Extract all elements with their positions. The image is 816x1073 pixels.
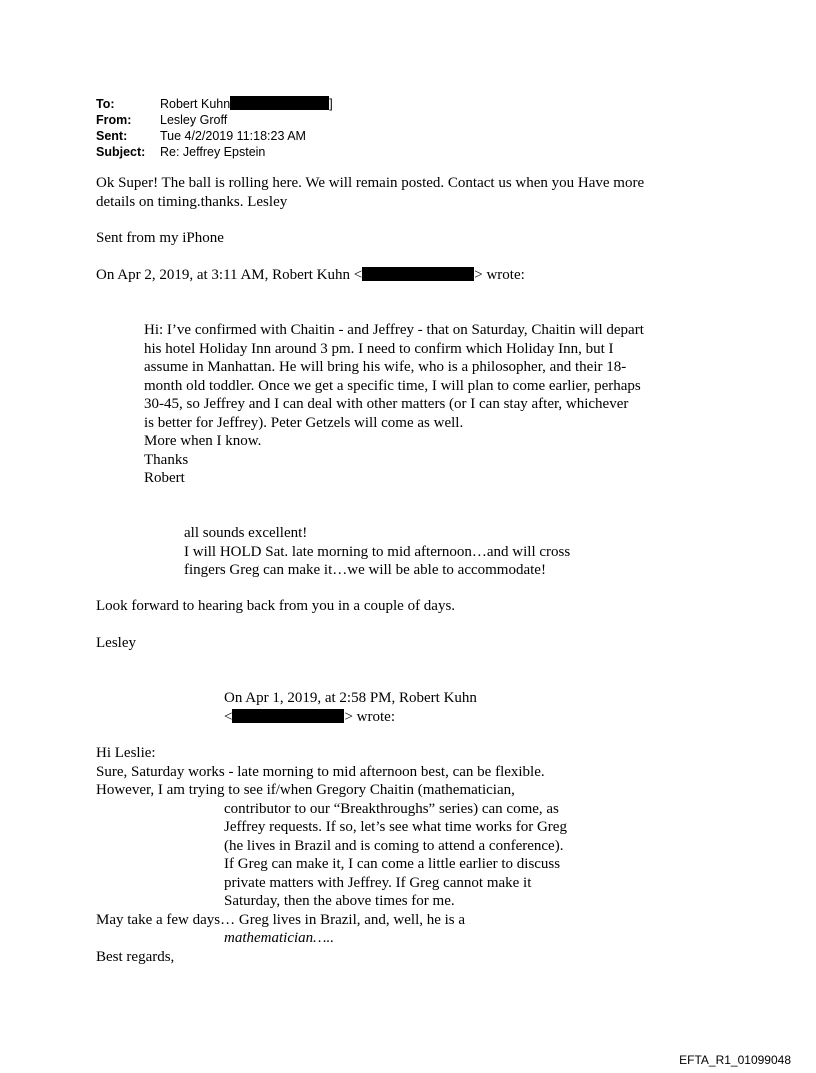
indented-line: private matters with Jeffrey. If Greg cannot make it xyxy=(224,874,532,891)
redaction-bar xyxy=(362,267,474,281)
closing: Best regards, xyxy=(96,948,175,965)
quote-line: More when I know. xyxy=(144,433,262,449)
to-value xyxy=(160,96,333,112)
sent-from-iphone: Sent from my iPhone xyxy=(96,230,224,246)
quote-line: I will HOLD Sat. late morning to mid afternoon…and will cross xyxy=(184,543,571,560)
lesley-sign xyxy=(96,634,136,653)
email-header xyxy=(96,96,333,160)
attribution-line: On Apr 1, 2019, at 2:58 PM, Robert Kuhn xyxy=(224,690,477,706)
subject-row xyxy=(96,144,333,160)
attribution-suffix: > wrote: xyxy=(474,267,525,283)
signature xyxy=(96,229,224,248)
reply-line: details on timing.thanks. Lesley xyxy=(96,193,288,210)
reply-body xyxy=(96,174,644,211)
attribution-suffix: > wrote: xyxy=(344,708,395,725)
original-message xyxy=(96,744,796,966)
attribution-1 xyxy=(96,266,525,285)
original-line: May take a few days… Greg lives in Brazil, and, well, he is a xyxy=(96,911,466,928)
greeting: Hi Leslie: xyxy=(96,745,156,761)
sent-value: Tue 4/2/2019 11:18:23 AM xyxy=(160,129,306,143)
lesley-line: Look forward to hearing back from you in a couple of days. xyxy=(96,598,456,614)
reply-line: Ok Super! The ball is rolling here. We will remain posted. Contact us when you Have more xyxy=(96,175,645,191)
attribution-prefix: < xyxy=(224,708,233,725)
to-suffix: ] xyxy=(329,97,333,111)
redaction-bar xyxy=(230,96,329,110)
subject-label: Subject: xyxy=(96,145,146,159)
indented-line: contributor to our “Breakthroughs” series) can come, as xyxy=(224,800,559,817)
sent-row xyxy=(96,128,333,144)
quote-line: all sounds excellent! xyxy=(184,525,308,541)
indented-line: If Greg can make it, I can come a little earlier to discuss xyxy=(224,856,561,872)
italic-line: mathematician….. xyxy=(224,930,334,946)
attribution-prefix: On Apr 2, 2019, at 3:11 AM, Robert Kuhn < xyxy=(96,267,363,283)
quote-line: 30-45, so Jeffrey and I can deal with other matters (or I can stay after, whichever xyxy=(144,396,629,412)
lesley-note xyxy=(96,597,455,616)
to-row xyxy=(96,96,333,112)
from-label: From: xyxy=(96,113,132,127)
quote-line: is better for Jeffrey). Peter Getzels will come as well. xyxy=(144,414,464,431)
redaction-bar xyxy=(232,709,344,723)
indented-line: (he lives in Brazil and is coming to attend a conference). xyxy=(224,837,564,854)
indented-line: Saturday, then the above times for me. xyxy=(224,893,455,909)
from-row xyxy=(96,112,333,128)
attribution-2 xyxy=(224,689,477,726)
original-line: However, I am trying to see if/when Gregory Chaitin (mathematician, xyxy=(96,782,515,798)
quote-line: his hotel Holiday Inn around 3 pm. I need to confirm which Holiday Inn, but I xyxy=(144,340,614,357)
to-label: To: xyxy=(96,97,115,111)
to-name: Robert Kuhn xyxy=(160,97,231,111)
document-id: EFTA_R1_01099048 xyxy=(679,1053,791,1067)
quoted-message-robert xyxy=(144,321,644,488)
quote-line: month old toddler. Once we get a specific time, I will plan to come earlier, perhaps xyxy=(144,377,641,394)
original-line: Sure, Saturday works - late morning to mid afternoon best, can be flexible. xyxy=(96,763,545,780)
quote-line: fingers Greg can make it…we will be able to accommodate! xyxy=(184,562,546,578)
indented-line: Jeffrey requests. If so, let’s see what time works for Greg xyxy=(224,819,567,835)
quote-line: Hi: I’ve confirmed with Chaitin - and Jeffrey - that on Saturday, Chaitin will depart xyxy=(144,322,644,338)
sent-label: Sent: xyxy=(96,129,128,143)
lesley-name: Lesley xyxy=(96,635,136,651)
from-value: Lesley Groff xyxy=(160,113,228,127)
quoted-message-lesley xyxy=(184,524,570,580)
subject-value: Re: Jeffrey Epstein xyxy=(160,145,266,159)
quote-line: assume in Manhattan. He will bring his wife, who is a philosopher, and their 18- xyxy=(144,359,627,375)
quote-line: Robert xyxy=(144,470,185,486)
quote-line: Thanks xyxy=(144,451,189,468)
